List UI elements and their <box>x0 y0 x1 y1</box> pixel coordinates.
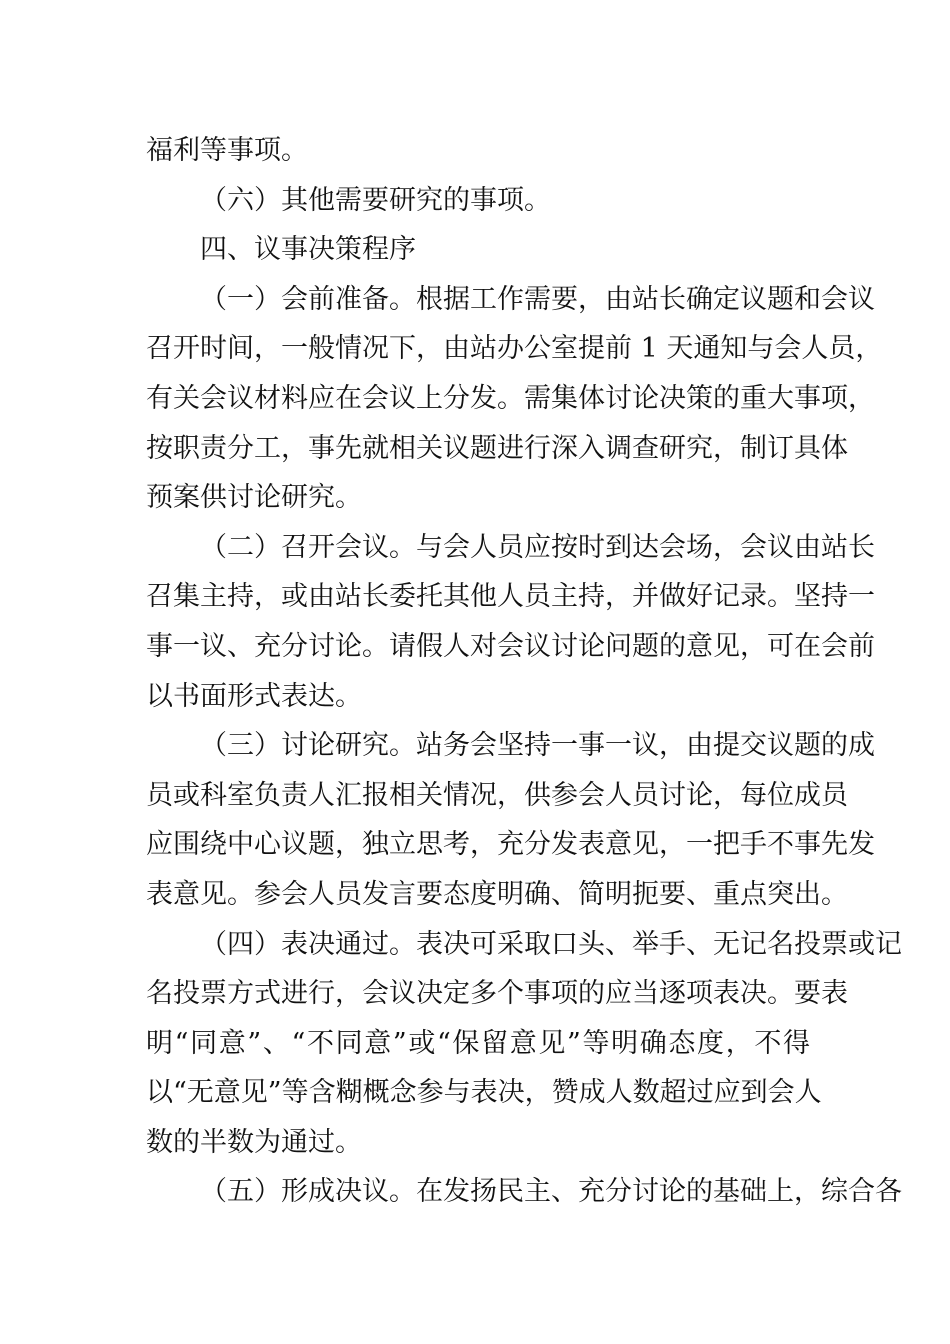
text-line: （六）其他需要研究的事项。 <box>200 184 551 216</box>
text-line: 召集主持，或由站长委托其他人员主持，并做好记录。坚持一 <box>146 581 875 613</box>
text-line: （二）召开会议。与会人员应按时到达会场，会议由站长 <box>200 531 875 563</box>
text-line: 表意见。参会人员发言要态度明确、简明扼要、重点突出。 <box>146 878 848 910</box>
text-line: 召开时间，一般情况下，由站办公室提前 1 天通知与会人员， <box>146 333 883 365</box>
text-line: 名投票方式进行，会议决定多个事项的应当逐项表决。要表 <box>146 978 848 1010</box>
text-line: 预案供讨论研究。 <box>146 482 362 514</box>
text-line: 以“无意见”等含糊概念参与表决，赞成人数超过应到会人 <box>146 1077 822 1109</box>
text-line: 福利等事项。 <box>146 135 308 166</box>
text-line: 以书面形式表达。 <box>146 680 362 712</box>
text-line: 应围绕中心议题，独立思考，充分发表意见，一把手不事先发 <box>146 829 875 861</box>
text-line: （五）形成决议。在发扬民主、充分讨论的基础上，综合各 <box>200 1176 902 1208</box>
text-line: 按职责分工，事先就相关议题进行深入调查研究，制订具体 <box>146 432 848 464</box>
section-heading: 四、议事决策程序 <box>200 234 416 266</box>
text-line: （四）表决通过。表决可采取口头、举手、无记名投票或记 <box>200 928 902 960</box>
text-line: 数的半数为通过。 <box>146 1126 362 1158</box>
document-body <box>146 126 902 1217</box>
text-line: （一）会前准备。根据工作需要，由站长确定议题和会议 <box>200 283 875 315</box>
text-line: 明“同意”、“不同意”或“保留意见”等明确态度，不得 <box>146 1027 810 1059</box>
text-line: 员或科室负责人汇报相关情况，供参会人员讨论，每位成员 <box>146 779 848 811</box>
text-line: 事一议、充分讨论。请假人对会议讨论问题的意见，可在会前 <box>146 630 875 662</box>
text-line: 有关会议材料应在会议上分发。需集体讨论决策的重大事项， <box>146 382 875 414</box>
text-line: （三）讨论研究。站务会坚持一事一议，由提交议题的成 <box>200 730 875 762</box>
